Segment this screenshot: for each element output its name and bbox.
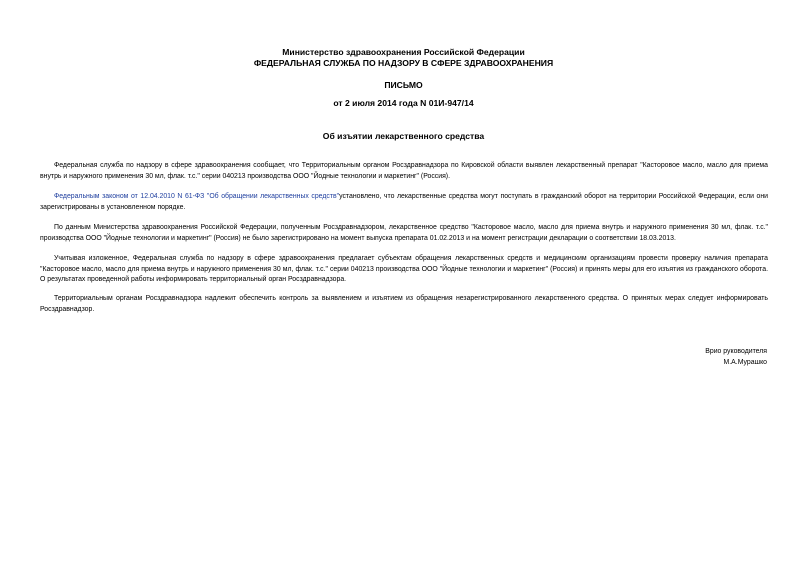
document-header-org xyxy=(0,47,807,68)
signature-block xyxy=(705,347,767,368)
paragraph-3 xyxy=(40,223,768,244)
service-name: ФЕДЕРАЛЬНАЯ СЛУЖБА ПО НАДЗОРУ В СФЕРЕ ЗДРАВООХРАНЕНИЯ xyxy=(253,57,554,68)
paragraph-5 xyxy=(40,294,768,315)
document-type: ПИСЬМО xyxy=(384,80,423,90)
signature-position: Врио руководителя xyxy=(705,348,767,355)
paragraph-4 xyxy=(40,254,768,286)
paragraph-2 xyxy=(40,192,768,213)
paragraph-text-rest: установлено, что лекарственные средства могут поступать в гражданский оборот на территории Российской Федерации, если они зарегистрированы в установленном порядке. xyxy=(40,193,768,211)
law-link[interactable]: Федеральным законом от 12.04.2010 N 61-ФЗ "Об обращении лекарственных средств" xyxy=(54,193,340,200)
signature-name: М.А.Мурашко xyxy=(723,358,767,366)
ministry-name: Министерство здравоохранения Российской Федерации xyxy=(282,47,525,57)
paragraph-1 xyxy=(40,161,768,182)
paragraph-text: Федеральная служба по надзору в сфере здравоохранения сообщает, что Территориальным органом Росздравнадзора по Кировской области выявлен лекарственный препарат "Касторовое масло, масло для приема внутрь и наружного применения 30 мл, флак. т.с." серии 040213 производства ООО "Йодные технологии и маркетинг" (Россия). xyxy=(40,162,768,180)
paragraph-text: Учитывая изложенное, Федеральная служба по надзору в сфере здравоохранения предлагает субъектам обращения лекарственных средств и медицинским организациям провести проверку наличия препарата "Касторовое масло, масло для приема внутрь и наружного применения 30 мл, флак. т.с." серии 040213 производства ООО "Йодные технологии и маркетинг" (Россия) и принять меры для его изъятия из гражданского оборота. О результатах проведенной работы информировать территориальный орган Росздравнадзора. xyxy=(40,255,768,284)
paragraph-text: Территориальным органам Росздравнадзора надлежит обеспечить контроль за выявлением и изъятием из обращения незарегистрированного лекарственного средства. О принятых мерах следует информировать Росздравнадзор. xyxy=(40,295,768,313)
document-subject: Об изъятии лекарственного средства xyxy=(322,131,485,141)
document-date-number: от 2 июля 2014 года N 01И-947/14 xyxy=(333,98,474,108)
paragraph-text: По данным Министерства здравоохранения Российской Федерации, полученным Росздравнадзором, лекарственное средство "Касторовое масло, масло для приема внутрь и наружного применения 30 мл, флак. т.с." производства ООО "Йодные технологии и маркетинг" (Россия) не было зарегистрировано на момент выпуска препарата 01.02.2013 и на момент регистрации декларации о соответствии 18.03.2013. xyxy=(40,224,768,242)
paragraph-text xyxy=(40,192,768,213)
